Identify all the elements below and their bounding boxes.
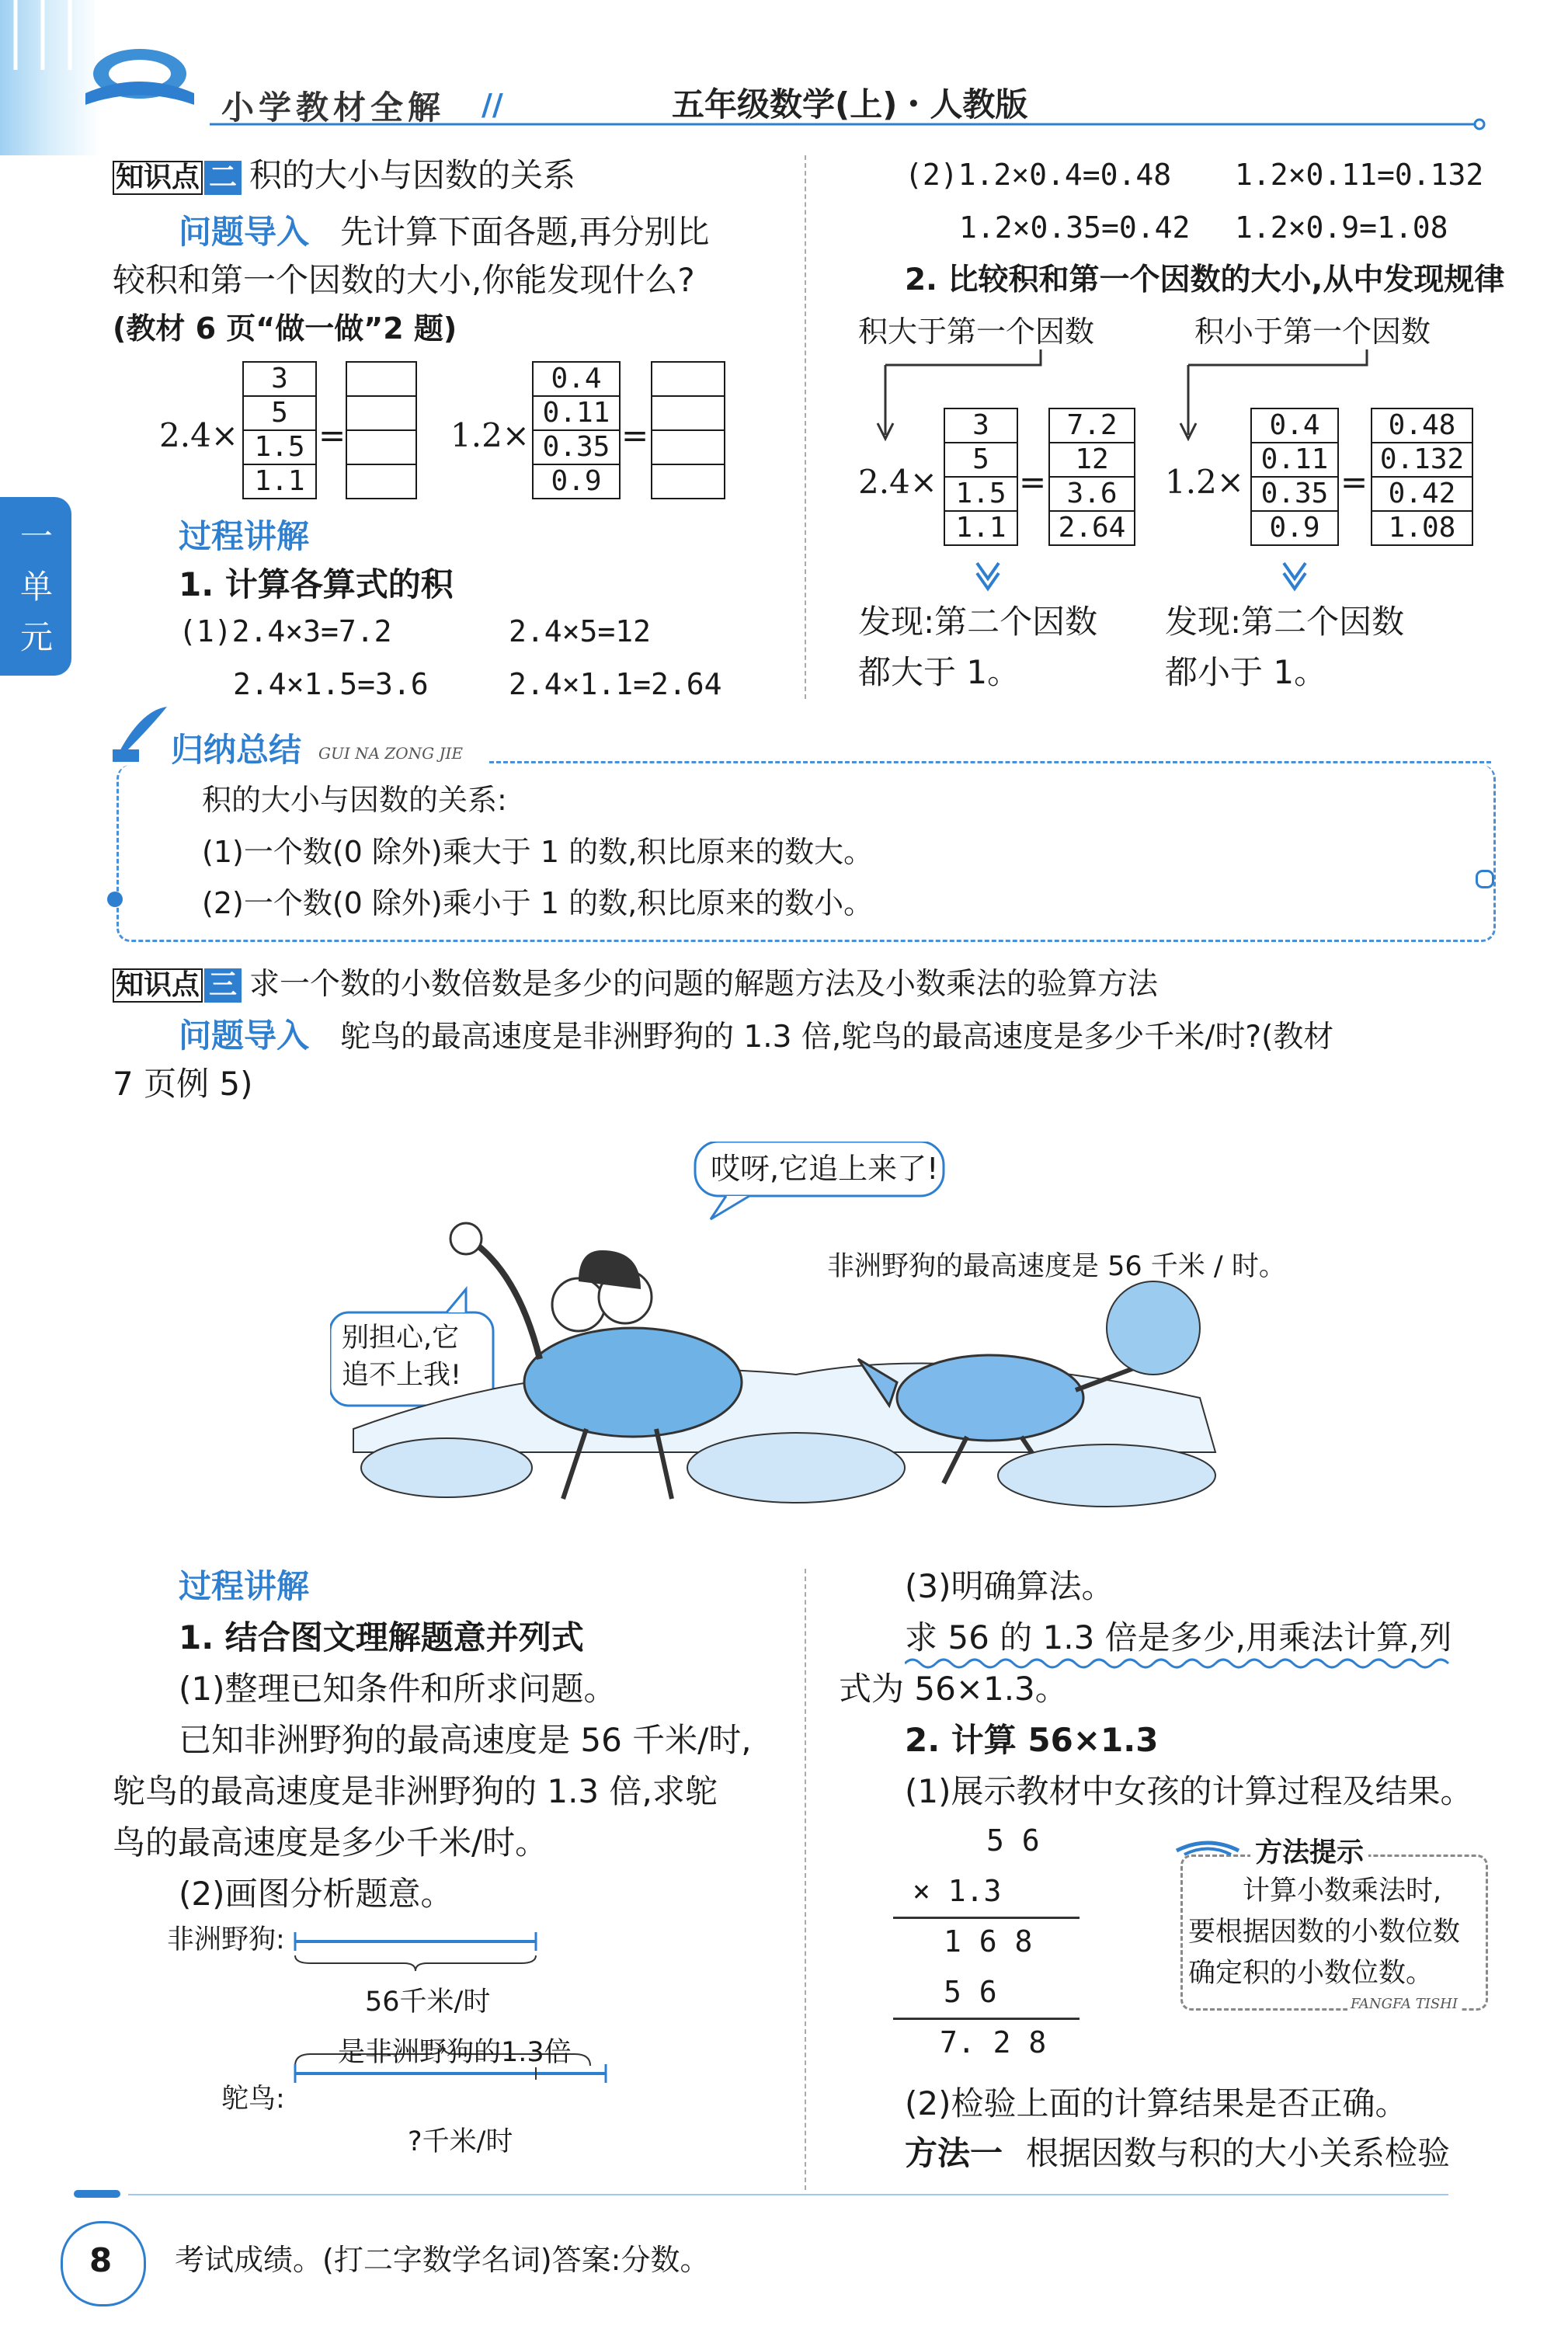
process2-s2: (2)画图分析题意。 <box>179 1875 454 1913</box>
left-value: 3 <box>945 409 1017 443</box>
bubble-left-text1: 别担心,它 <box>342 1323 460 1354</box>
process2-c2: (2)检验上面的计算结果是否正确。 <box>905 2084 1408 2122</box>
quill-icon <box>109 703 171 765</box>
ex2-value: 0.4 <box>534 363 619 397</box>
left-value: 1.5 <box>945 478 1017 512</box>
ex1-value: 1.1 <box>254 465 305 497</box>
vert-rule <box>893 1917 1080 1919</box>
summary-title: 归纳总结 <box>171 731 302 769</box>
left-product: 3.6 <box>1050 478 1134 512</box>
kp2-process-label: 过程讲解 <box>179 517 310 555</box>
ex2-value: 0.35 <box>534 431 619 465</box>
process2-p3: 鸟的最高速度是多少千米/时。 <box>113 1823 548 1861</box>
kp2-step1: 1. 计算各算式的积 <box>179 565 454 603</box>
ex1-value: 1.5 <box>244 431 315 465</box>
summary-line2: (1)一个数(0 除外)乘大于 1 的数,积比原来的数大。 <box>202 835 874 869</box>
ostrich-label: 鸵鸟: <box>221 2084 285 2115</box>
left-find2: 都大于 1。 <box>858 653 1020 691</box>
kp3-intro-label: 问题导入 <box>179 1017 310 1055</box>
ostrich-note: 是非洲野狗的1.3倍 <box>338 2037 572 2068</box>
ex2-factor: 1.2× <box>450 416 530 454</box>
calc-1a: (1)2.4×3=7.2 <box>179 614 392 648</box>
calc-1b: 2.4×5=12 <box>509 614 652 648</box>
kp3-title: 求一个数的小数倍数是多少的问题的解题方法及小数乘法的验算方法 <box>249 967 1159 1002</box>
ex2-value: 0.9 <box>551 465 602 497</box>
column-divider <box>805 1569 806 2190</box>
process2-c1: (1)展示教材中女孩的计算过程及结果。 <box>905 1772 1473 1810</box>
right-value: 0.11 <box>1252 443 1337 478</box>
process2-r2: 式为 56×1.3。 <box>839 1670 1068 1708</box>
unit-tab-char: 元 <box>20 618 54 656</box>
left-product: 12 <box>1050 443 1134 478</box>
ex1-factor: 2.4× <box>159 416 238 454</box>
ex2-eq: = <box>621 416 649 454</box>
tip-title: 方法提示 <box>1250 1835 1368 1871</box>
book-icon <box>1173 1831 1243 1870</box>
right-value: 0.4 <box>1252 409 1337 443</box>
kp3-intro-line2: 7 页例 5) <box>113 1065 253 1103</box>
kp3-intro-text: 鸵鸟的最高速度是非洲野狗的 1.3 倍,鸵鸟的最高速度是多少千米/时?(教材 <box>340 1020 1334 1055</box>
header-slash-icon: // <box>482 88 503 122</box>
kp2-step2: 2. 比较积和第一个因数的大小,从中发现规律 <box>905 262 1505 297</box>
right-eq: = <box>1340 463 1368 501</box>
calc-2b: 1.2×0.11=0.132 <box>1235 158 1484 192</box>
bubble-left-text2: 追不上我! <box>342 1360 462 1391</box>
right-find2: 都小于 1。 <box>1165 653 1327 691</box>
method1-label: 方法一 <box>905 2134 1003 2172</box>
process2-r1: 求 56 的 1.3 倍是多少,用乘法计算,列 <box>905 1618 1452 1656</box>
footer-riddle: 考试成绩。(打二字数学名词)答案:分数。 <box>175 2243 710 2277</box>
tip-line3: 确定积的小数位数。 <box>1188 1958 1434 1989</box>
right-find1: 发现:第二个因数 <box>1165 603 1405 641</box>
kp3-label: 知识点 <box>113 968 203 1003</box>
vert-line: 7. 2 8 <box>940 2025 1047 2060</box>
summary-dot <box>107 892 123 907</box>
dog-value: 56千米/时 <box>365 1987 491 2018</box>
illustration-caption: 非洲野狗的最高速度是 56 千米 / 时。 <box>827 1251 1286 1282</box>
tip-line1: 计算小数乘法时, <box>1243 1875 1442 1907</box>
header-series: 小学教材全解 <box>221 89 446 127</box>
ex1-value: 5 <box>244 397 315 431</box>
calc-1d: 2.4×1.1=2.64 <box>509 667 722 701</box>
process2-method1 <box>905 2129 1450 2178</box>
kp2-number: 二 <box>204 161 242 195</box>
left-eq: = <box>1019 463 1047 501</box>
vert-line: 5 6 <box>944 1975 997 2009</box>
kp3-heading <box>113 959 1158 1009</box>
bubble-top-text: 哎呀,它追上来了! <box>711 1152 939 1186</box>
process2-s1: (1)整理已知条件和所求问题。 <box>179 1670 617 1708</box>
ex2-value: 0.11 <box>534 397 619 431</box>
right-values <box>1250 408 1339 546</box>
kp2-ref: (教材 6 页“做一做”2 题) <box>113 311 457 346</box>
dog-label: 非洲野狗: <box>167 1924 285 1955</box>
left-values <box>944 408 1018 546</box>
process2-p1: 已知非洲野狗的最高速度是 56 千米/时, <box>179 1721 752 1759</box>
right-value: 0.35 <box>1252 478 1337 512</box>
right-products <box>1371 408 1473 546</box>
kp2-intro-line2: 较积和第一个因数的大小,你能发现什么? <box>113 261 695 299</box>
process2-p2: 鸵鸟的最高速度是非洲野狗的 1.3 倍,求鸵 <box>113 1772 718 1810</box>
left-factor: 2.4× <box>858 463 937 501</box>
summary-line3: (2)一个数(0 除外)乘小于 1 的数,积比原来的数小。 <box>202 886 874 920</box>
left-product: 2.64 <box>1058 512 1126 544</box>
kp2-intro-label: 问题导入 <box>179 213 310 251</box>
ostrich-dog-illustration <box>330 1142 1246 1530</box>
kp3-intro-line1 <box>179 1012 1333 1062</box>
kp2-title: 积的大小与因数的关系 <box>249 156 576 194</box>
left-find1: 发现:第二个因数 <box>858 603 1098 641</box>
page-number: 8 <box>89 2241 113 2279</box>
left-value: 1.1 <box>955 512 1007 544</box>
calc-2a: (2)1.2×0.4=0.48 <box>905 158 1172 192</box>
right-product: 0.48 <box>1372 409 1472 443</box>
method1-text: 根据因数与积的大小关系检验 <box>1026 2134 1451 2172</box>
process2-label: 过程讲解 <box>179 1567 310 1605</box>
vert-line: 5 6 <box>986 1823 1040 1858</box>
vert-line: × 1.3 <box>913 1874 1002 1908</box>
summary-dot <box>1476 870 1494 888</box>
left-product: 7.2 <box>1050 409 1134 443</box>
kp2-label: 知识点 <box>113 161 203 195</box>
summary-pinyin: GUI NA ZONG JIE <box>318 744 464 763</box>
header-book: 五年级数学(上)・人教版 <box>672 85 1028 123</box>
summary-rule <box>489 761 1491 763</box>
right-product: 0.42 <box>1372 478 1472 512</box>
calc-1c: 2.4×1.5=3.6 <box>233 667 429 701</box>
footer-dot <box>74 2190 120 2198</box>
left-value: 5 <box>945 443 1017 478</box>
left-products <box>1048 408 1135 546</box>
kp3-number: 三 <box>204 968 242 1003</box>
left-caption: 积大于第一个因数 <box>858 315 1095 349</box>
process2-step2: 2. 计算 56×1.3 <box>905 1721 1159 1759</box>
vert-line: 1 6 8 <box>944 1924 1033 1959</box>
summary-line1: 积的大小与因数的关系: <box>202 783 507 817</box>
unit-tab-char: 一 <box>20 517 54 555</box>
right-value: 0.9 <box>1269 512 1320 544</box>
calc-2d: 1.2×0.9=1.08 <box>1235 210 1448 245</box>
calc-2c: 1.2×0.35=0.42 <box>959 210 1191 245</box>
footer-rule <box>128 2194 1448 2195</box>
ostrich-value: ?千米/时 <box>408 2126 513 2157</box>
kp2-intro-text: 先计算下面各题,再分别比 <box>340 213 710 251</box>
right-factor: 1.2× <box>1165 463 1244 501</box>
unit-tab-char: 单 <box>20 568 54 606</box>
process2-step1: 1. 结合图文理解题意并列式 <box>179 1618 584 1656</box>
right-product: 0.132 <box>1372 443 1472 478</box>
right-product: 1.08 <box>1388 512 1456 544</box>
vert-rule <box>893 2018 1080 2020</box>
process2-s3: (3)明确算法。 <box>905 1567 1114 1605</box>
ex1-value: 3 <box>244 363 315 397</box>
ex1-eq: = <box>318 416 346 454</box>
tip-line2: 要根据因数的小数位数 <box>1188 1917 1461 1948</box>
tip-pinyin: FANGFA TISHI <box>1347 1996 1461 2012</box>
right-caption: 积小于第一个因数 <box>1194 315 1431 349</box>
